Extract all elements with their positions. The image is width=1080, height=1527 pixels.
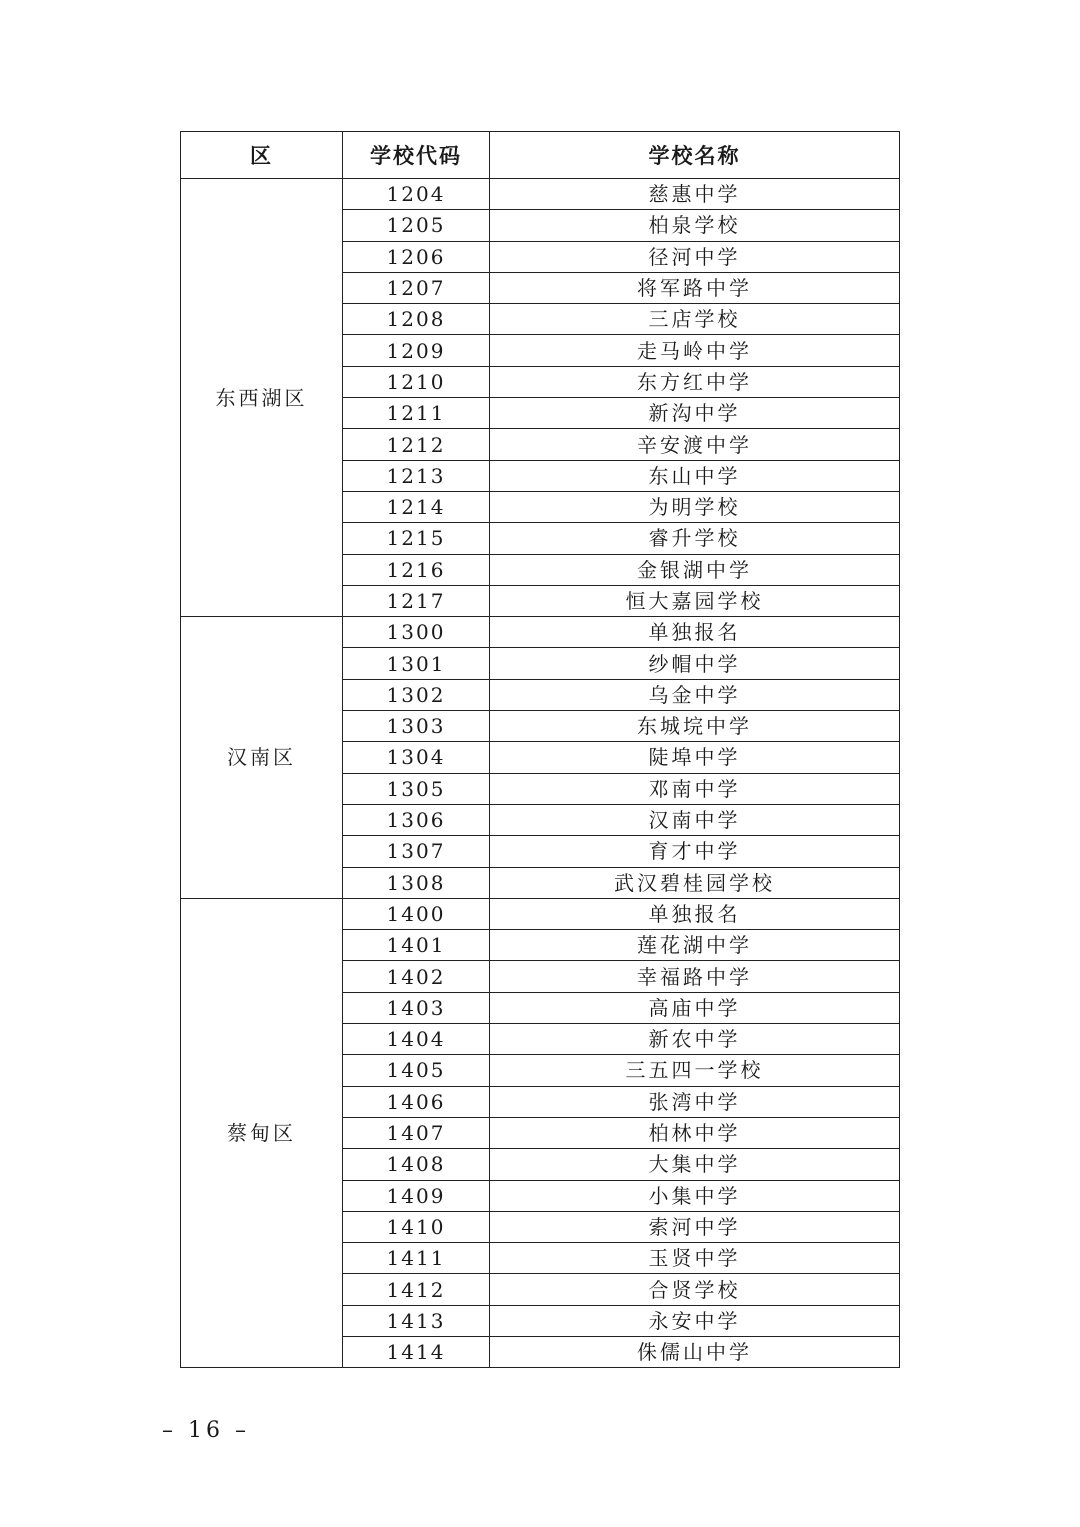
header-district: 区 (181, 132, 343, 179)
school-name-cell: 永安中学 (490, 1305, 900, 1336)
page-number: – 16 – (162, 1418, 250, 1443)
school-name-cell: 辛安渡中学 (490, 429, 900, 460)
school-code-cell: 1401 (343, 930, 490, 961)
school-code-cell: 1402 (343, 961, 490, 992)
school-code-cell: 1408 (343, 1149, 490, 1180)
school-code-cell: 1404 (343, 1024, 490, 1055)
school-code-cell: 1204 (343, 179, 490, 210)
school-code-cell: 1205 (343, 210, 490, 241)
table-header-row (181, 132, 900, 179)
school-code-cell: 1407 (343, 1117, 490, 1148)
header-school-name: 学校名称 (490, 132, 900, 179)
district-cell: 蔡甸区 (181, 898, 343, 1367)
school-code-cell: 1206 (343, 241, 490, 272)
school-name-cell: 走马岭中学 (490, 335, 900, 366)
table-row (181, 617, 900, 648)
school-name-cell: 金银湖中学 (490, 554, 900, 585)
school-name-cell: 睿升学校 (490, 523, 900, 554)
school-code-cell: 1217 (343, 585, 490, 616)
school-name-cell: 将军路中学 (490, 272, 900, 303)
school-name-cell: 合贤学校 (490, 1274, 900, 1305)
header-school-code: 学校代码 (343, 132, 490, 179)
school-name-cell: 东城垸中学 (490, 711, 900, 742)
school-code-cell: 1215 (343, 523, 490, 554)
school-name-cell: 育才中学 (490, 836, 900, 867)
school-code-cell: 1414 (343, 1336, 490, 1367)
school-name-cell: 武汉碧桂园学校 (490, 867, 900, 898)
school-name-cell: 玉贤中学 (490, 1243, 900, 1274)
school-name-cell: 高庙中学 (490, 992, 900, 1023)
school-name-cell: 莲花湖中学 (490, 930, 900, 961)
school-name-cell: 小集中学 (490, 1180, 900, 1211)
school-name-cell: 侏儒山中学 (490, 1336, 900, 1367)
table-row (181, 898, 900, 929)
school-name-cell: 索河中学 (490, 1211, 900, 1242)
school-code-cell: 1409 (343, 1180, 490, 1211)
school-code-cell: 1208 (343, 304, 490, 335)
school-code-cell: 1213 (343, 460, 490, 491)
school-name-cell: 三五四一学校 (490, 1055, 900, 1086)
district-cell: 汉南区 (181, 617, 343, 899)
school-name-cell: 乌金中学 (490, 679, 900, 710)
school-name-cell: 东山中学 (490, 460, 900, 491)
school-code-cell: 1214 (343, 491, 490, 522)
school-code-cell: 1403 (343, 992, 490, 1023)
school-code-cell: 1306 (343, 804, 490, 835)
table-row (181, 179, 900, 210)
school-name-cell: 新沟中学 (490, 398, 900, 429)
school-code-cell: 1410 (343, 1211, 490, 1242)
school-code-cell: 1400 (343, 898, 490, 929)
school-name-cell: 单独报名 (490, 617, 900, 648)
school-code-cell: 1406 (343, 1086, 490, 1117)
school-code-cell: 1211 (343, 398, 490, 429)
school-code-cell: 1210 (343, 366, 490, 397)
school-code-cell: 1303 (343, 711, 490, 742)
school-name-cell: 三店学校 (490, 304, 900, 335)
school-code-cell: 1412 (343, 1274, 490, 1305)
school-code-cell: 1302 (343, 679, 490, 710)
school-code-cell: 1216 (343, 554, 490, 585)
school-name-cell: 新农中学 (490, 1024, 900, 1055)
school-name-cell: 东方红中学 (490, 366, 900, 397)
school-name-cell: 邓南中学 (490, 773, 900, 804)
school-code-cell: 1301 (343, 648, 490, 679)
school-code-cell: 1308 (343, 867, 490, 898)
school-code-cell: 1305 (343, 773, 490, 804)
school-name-cell: 柏泉学校 (490, 210, 900, 241)
school-code-cell: 1300 (343, 617, 490, 648)
school-code-table (180, 131, 900, 1368)
school-name-cell: 恒大嘉园学校 (490, 585, 900, 616)
school-code-cell: 1405 (343, 1055, 490, 1086)
table-body (181, 179, 900, 1368)
school-name-cell: 单独报名 (490, 898, 900, 929)
school-name-cell: 大集中学 (490, 1149, 900, 1180)
school-name-cell: 陡埠中学 (490, 742, 900, 773)
school-name-cell: 慈惠中学 (490, 179, 900, 210)
school-name-cell: 幸福路中学 (490, 961, 900, 992)
school-name-cell: 为明学校 (490, 491, 900, 522)
school-code-cell: 1209 (343, 335, 490, 366)
school-code-cell: 1413 (343, 1305, 490, 1336)
school-name-cell: 纱帽中学 (490, 648, 900, 679)
school-name-cell: 径河中学 (490, 241, 900, 272)
school-code-cell: 1212 (343, 429, 490, 460)
school-name-cell: 汉南中学 (490, 804, 900, 835)
district-cell: 东西湖区 (181, 179, 343, 617)
school-code-cell: 1207 (343, 272, 490, 303)
school-code-cell: 1307 (343, 836, 490, 867)
school-code-cell: 1304 (343, 742, 490, 773)
school-name-cell: 张湾中学 (490, 1086, 900, 1117)
school-name-cell: 柏林中学 (490, 1117, 900, 1148)
school-code-cell: 1411 (343, 1243, 490, 1274)
